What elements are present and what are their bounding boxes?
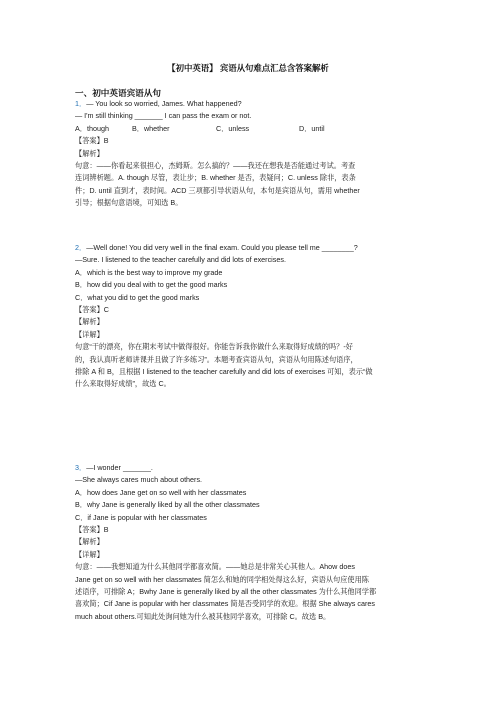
analysis-label: 【解析】 [75, 148, 104, 158]
question-1 [75, 98, 425, 210]
explanation-line: 引导；根据句意语境，可知选 B。 [75, 198, 183, 208]
question-1-stem: 1．— You look so worried, James. What happened? [75, 99, 242, 108]
question-2 [75, 242, 425, 391]
option-a: A．though [75, 123, 109, 133]
option-c: C．what you did to get the good marks [75, 292, 200, 302]
explanation-line: 什么来取得好成绩”，故选 C。 [75, 379, 171, 389]
explanation-line: much about others.可知此处询问她为什么被其他同学喜欢，可排除 C。故选 B。 [75, 611, 331, 621]
explanation-line: Jane get on so well with her classmates 简怎么和她的同学相处得这么好，宾语从句应使用陈 [75, 574, 369, 584]
question-2-stem2: —Sure. I listened to the teacher carefully and did lots of exercises. [75, 255, 286, 265]
explanation-line: 连词辨析题。A. though 尽管，表让步；B. whether 是否，表疑问；C. unless 除非，表条 [75, 173, 356, 183]
question-3-stem2: —She always cares much about others. [75, 475, 203, 485]
page-title: 【初中英语】 宾语从句难点汇总含答案解析 [167, 63, 329, 73]
question-number: 1． [75, 99, 87, 108]
option-b: B．whether [132, 123, 170, 133]
explanation-line: 句意：——我想知道为什么其他同学都喜欢简。——她总是非常关心其他人。Ahow does [75, 562, 355, 572]
explanation-line: 喜欢简；Cif Jane is popular with her classmates 简是否受同学的欢迎。根据 She always cares [75, 599, 375, 609]
option-b: B．why Jane is generally liked by all the other classmates [75, 500, 260, 510]
question-1-options [75, 123, 425, 135]
section-heading: 一、初中英语宾语从句 [75, 88, 161, 98]
analysis-label: 【解析】 [75, 317, 104, 327]
option-b: B．how did you deal with to get the good marks [75, 280, 228, 290]
analysis-label: 【解析】 [75, 537, 104, 547]
question-3 [75, 462, 425, 623]
question-2-stem: 2．—Well done! You did very well in the final exam. Could you please tell me ________? [75, 243, 358, 252]
answer-label: 【答案】B [75, 136, 109, 146]
option-a: A．which is the best way to improve my grade [75, 267, 223, 277]
question-3-stem: 3．—I wonder _______. [75, 463, 153, 472]
explanation-line: 句意“干的漂亮，你在期末考试中做得很好。你能告诉我你做什么来取得好成绩的吗？-好 [75, 342, 353, 352]
answer-label: 【答案】B [75, 524, 109, 534]
option-d: D．until [299, 123, 325, 133]
explanation-line: 句意：——你看起来很担心，杰姆斯。怎么搞的？——我还在想我是否能通过考试。考查 [75, 160, 356, 170]
question-number: 3． [75, 463, 87, 472]
explanation-line: 排除 A 和 B，且根据 I listened to the teacher carefully and did lots of exercises 可知，表示“做 [75, 366, 373, 376]
option-c: C．unless [216, 123, 250, 133]
explanation-line: 件；D. until 直到才，表时间。ACD 三项都引导状语从句，本句是宾语从句，需用 whether [75, 185, 360, 195]
option-c: C．if Jane is popular with her classmates [75, 512, 207, 522]
detail-label: 【详解】 [75, 329, 104, 339]
question-number: 2． [75, 243, 87, 252]
detail-label: 【详解】 [75, 549, 104, 559]
explanation-line: 的，我认真听老师讲课并且做了许多练习”。本题考查宾语从句，宾语从句用陈述句语序， [75, 354, 358, 364]
explanation-line: 述语序，可排除 A；Bwhy Jane is generally liked by all the other classmates 为什么其他同学都 [75, 586, 377, 596]
answer-label: 【答案】C [75, 304, 109, 314]
question-1-stem2: — I'm still thinking _______ I can pass the exam or not. [75, 111, 252, 121]
option-a: A．how does Jane get on so well with her classmates [75, 487, 247, 497]
